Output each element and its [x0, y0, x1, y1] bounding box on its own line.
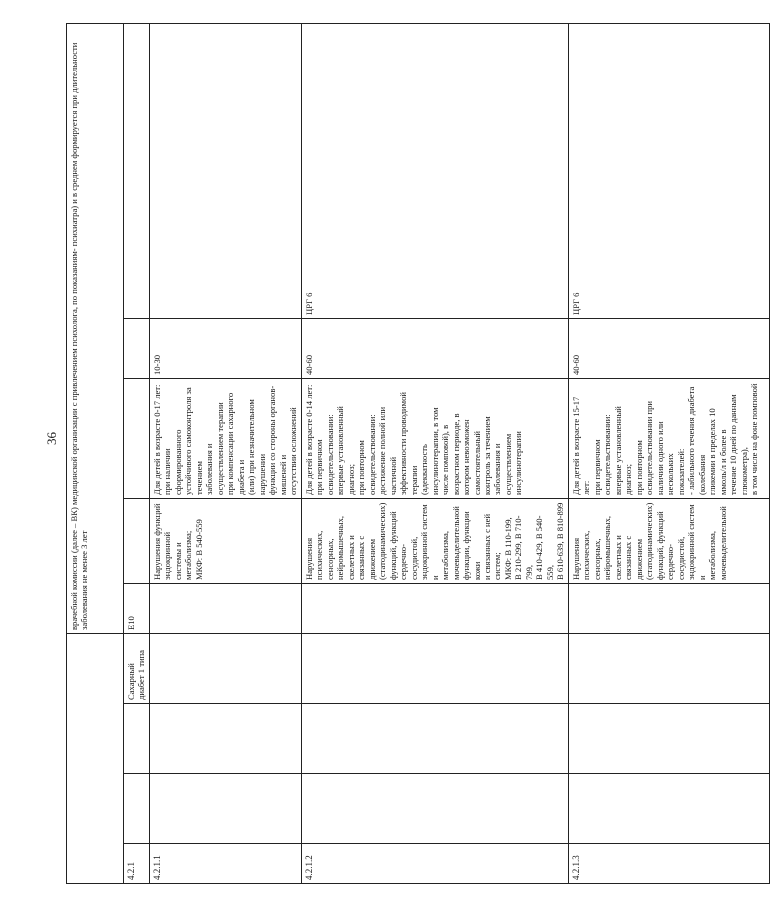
text-line: функции, функции кожи [461, 511, 482, 580]
criteria-description [568, 379, 769, 499]
header-blank [67, 634, 124, 884]
text-line: устойчивого самоконтроля за течением [183, 387, 204, 495]
text-line: метаболизма, [440, 531, 451, 580]
text-line: сердечно-сосудистой, [398, 536, 419, 580]
table-row [149, 23, 301, 883]
text-line: сенсорных, [324, 538, 335, 580]
text-line: функций, функций [387, 511, 398, 580]
cell [568, 774, 769, 844]
group-label: ЦРГ 6 [568, 23, 769, 318]
text-line: котором невозможен самостоятельный [461, 419, 482, 495]
text-line: Для детей в возрасте 15-17 лет: [570, 396, 592, 495]
cell [301, 774, 568, 844]
text-line: функций, функций [654, 511, 665, 580]
cell [149, 634, 301, 704]
text-line: течение 10 дней по данным глюкометра), [728, 394, 749, 495]
row-number: 4.2.1.2 [301, 844, 568, 884]
header-continuation [67, 23, 124, 633]
row-number: 4.2.1.3 [568, 844, 769, 884]
text-line: В 610-639, В 810-899 [555, 502, 566, 580]
text-line: нейромышечных, [335, 515, 346, 580]
text-line: Для детей в возрасте 0-17 лет: [151, 384, 162, 495]
cell [301, 704, 568, 774]
group-label [149, 23, 301, 318]
text-line: при первичном освидетельствовании: [314, 414, 335, 495]
text-line: скелетных и связанных с [345, 535, 367, 580]
percent-range: 40-60 [301, 319, 568, 379]
text-line: контроль за течением заболевания и [481, 416, 503, 495]
text-line: Нарушения психических, [570, 530, 592, 580]
text-line: (статодинамических) [377, 502, 388, 580]
text-line: сенсорных, [591, 538, 602, 580]
text-line: метаболизма, [707, 531, 718, 580]
page-number: 36 [44, 432, 59, 445]
text-line: метаболизма; [183, 530, 194, 580]
cell [301, 634, 568, 704]
text-line: в том числе на фоне помповой [749, 383, 760, 495]
percent-range: 40-60 [568, 319, 769, 379]
text-line: впервые установленный диагноз; [612, 406, 634, 495]
text-line: и связанных с ней [481, 513, 492, 580]
function-impairment [301, 499, 568, 584]
percent-range: 10-30 [149, 319, 301, 379]
text-line: эндокринной системы и [162, 531, 183, 580]
cell [149, 584, 301, 634]
text-line: - лабильного течения диабета (колебания [686, 386, 707, 495]
text-line: при повторном освидетельствовании: [356, 414, 377, 495]
disease-name: Сахарный диабет 1 типа [124, 634, 150, 704]
cell [124, 379, 150, 499]
cell [149, 704, 301, 774]
text-line: функции со стороны органов-мишеней и [267, 385, 288, 495]
text-line: МКФ: В 110-199, [502, 517, 513, 580]
text-line: впервые установленный диагноз; [335, 406, 356, 495]
icd-code: E10 [124, 584, 150, 634]
text-line: при наличии сформированного [162, 429, 183, 495]
text-line: эффективности проводимой терапии [398, 392, 419, 495]
text-line: числе помповой), в возрастном периоде, в [440, 413, 461, 495]
text-line: мочевыделительной [717, 506, 728, 580]
text-line: нейромышечных, [602, 515, 613, 580]
text-line: мочевыделительной [450, 506, 461, 580]
text-line: при компенсации сахарного диабета и [225, 392, 246, 495]
text-line: (адекватность инсулинотерапии, в том [419, 407, 440, 495]
function-impairment [149, 499, 301, 584]
cell [124, 319, 150, 379]
text-line: В 210-299, В 710-799, [513, 515, 534, 580]
table-row [124, 23, 150, 883]
text-line: гликемии в пределах 10 ммоль/л и более в [707, 408, 728, 495]
text-line: эндокринной систем и [686, 504, 707, 580]
text-line: сердечно-сосудистой, [665, 536, 686, 580]
table-row [568, 23, 769, 883]
cell [124, 499, 150, 584]
text-line: достижение полной или частичной [377, 406, 398, 495]
cell [124, 704, 150, 774]
text-line: МКФ: В 540-559 [193, 519, 204, 580]
text-line: Нарушения функций [151, 503, 162, 580]
table-row [301, 23, 568, 883]
text-line: Нарушения психических, [303, 530, 325, 580]
text-line: движением [366, 538, 377, 580]
text-line: эндокринной систем и [419, 504, 440, 580]
function-impairment [568, 499, 769, 584]
text-line: заболевания и осуществлением терапии [204, 402, 225, 495]
text-line: скелетных и связанных с [612, 535, 634, 580]
text-line: при первичном освидетельствовании: [591, 414, 613, 495]
text-line: систем; [492, 552, 503, 580]
text-line: (статодинамических) [644, 502, 655, 580]
row-number: 4.2.1.1 [149, 844, 301, 884]
cell [124, 23, 150, 318]
header-line-1: врачебной комиссии (далее – ВК) медицинской организации с привлечением психолога, по показаниям- [69, 248, 79, 630]
text-line: показателей: [675, 448, 686, 495]
cell [124, 774, 150, 844]
cell [301, 584, 568, 634]
group-label: ЦРГ 6 [301, 23, 568, 318]
text-line: при повторном освидетельствовании при [633, 400, 655, 495]
cell [568, 634, 769, 704]
criteria-description [149, 379, 301, 499]
text-line: (или) при незначительном нарушении [246, 399, 267, 495]
cell [149, 774, 301, 844]
text-line: отсутствии осложнений [288, 407, 299, 495]
document-table-rotated [66, 24, 760, 884]
criteria-description [301, 379, 568, 499]
text-line: движением [633, 538, 644, 580]
row-number: 4.2.1 [124, 844, 150, 884]
header-line-2: психиатра) и в среднем формируется при длительности заболевания не менее 3 лет [69, 42, 90, 630]
disability-criteria-table [66, 23, 770, 884]
cell [568, 704, 769, 774]
cell [568, 584, 769, 634]
text-line: Для детей в возрасте 0-14 лет: [303, 384, 314, 495]
text-line: В 410-429, В 540-559, [534, 515, 555, 580]
text-line: наличии одного или нескольких [654, 421, 676, 495]
text-line: осуществлением инсулинотерапии [502, 431, 524, 495]
